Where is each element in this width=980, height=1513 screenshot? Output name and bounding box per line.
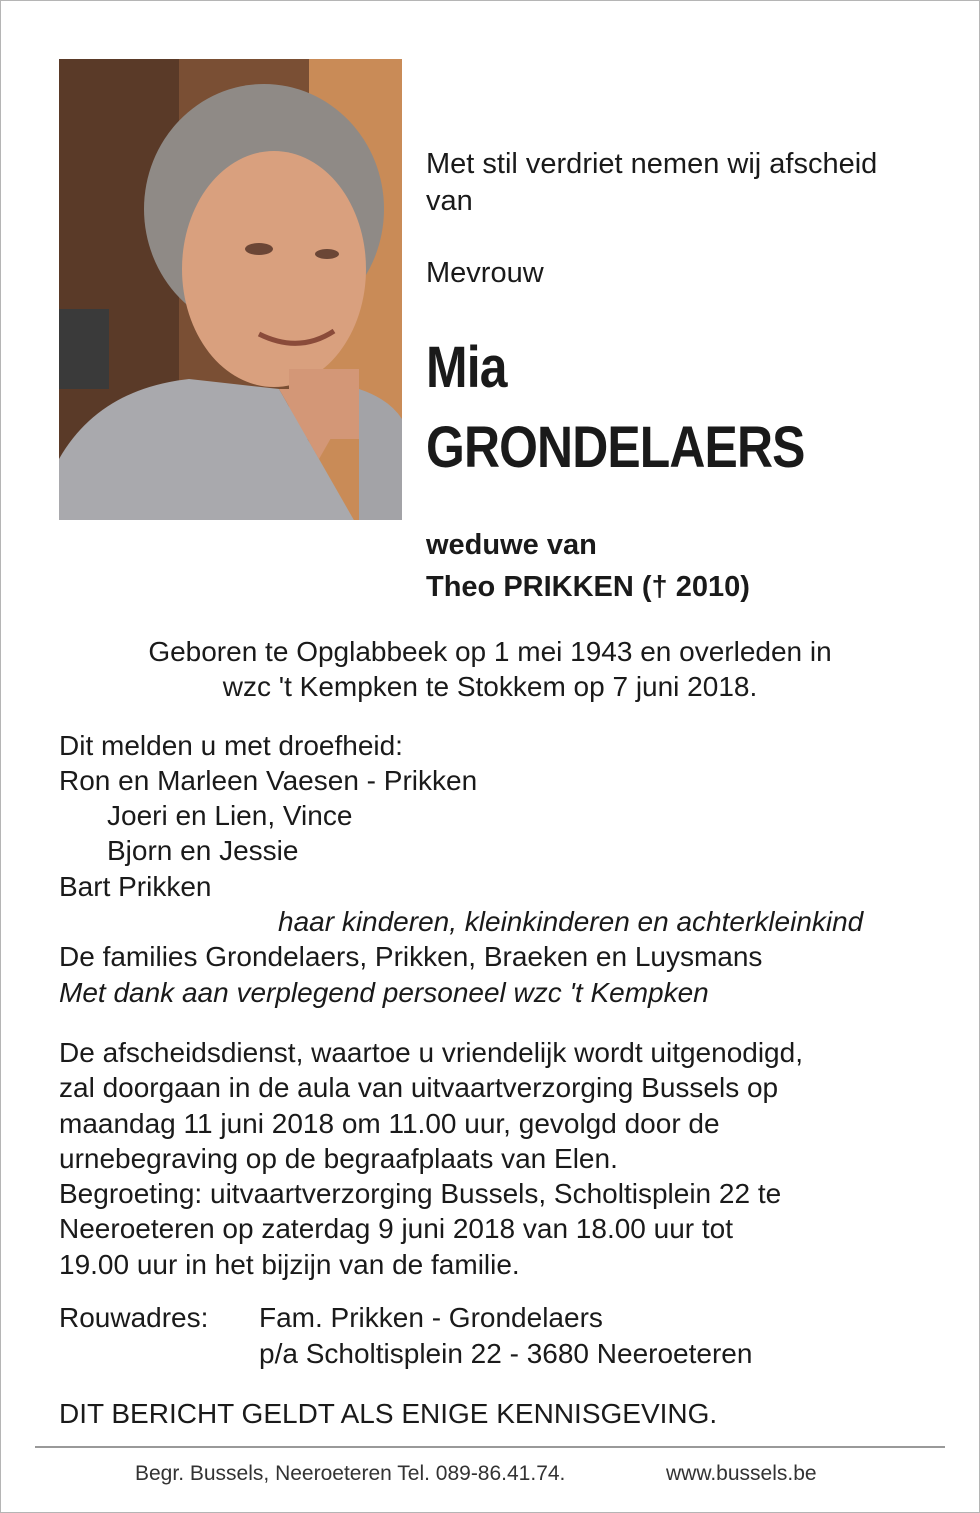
thanks-line: Met dank aan verplegend personeel wzc 't Kempken	[59, 977, 709, 1008]
families-line: De families Grondelaers, Prikken, Braeken en Luysmans	[59, 941, 763, 972]
family-intro: Dit melden u met droefheid:	[59, 730, 403, 761]
honorific: Mevrouw	[426, 257, 544, 289]
service-line: urnebegraving op de begraafplaats van Elen.	[59, 1143, 618, 1174]
family-line: Bjorn en Jessie	[107, 835, 299, 866]
family-line: Ron en Marleen Vaesen - Prikken	[59, 765, 478, 796]
footer-website[interactable]: www.bussels.be	[666, 1462, 817, 1485]
portrait-photo	[59, 59, 402, 520]
family-line: Joeri en Lien, Vince	[107, 800, 353, 831]
first-name: Mia	[426, 335, 507, 400]
notice-text: DIT BERICHT GELDT ALS ENIGE KENNISGEVING.	[59, 1398, 718, 1429]
service-line: Neeroeteren op zaterdag 9 juni 2018 van 18.00 uur tot	[59, 1213, 734, 1244]
address-label: Rouwadres:	[59, 1302, 209, 1333]
widow-label: weduwe van	[426, 529, 597, 561]
birth-line-2: wzc 't Kempken te Stokkem op 7 juni 2018.	[222, 671, 758, 702]
address-line-2: p/a Scholtisplein 22 - 3680 Neeroeteren	[259, 1338, 753, 1369]
family-line: Bart Prikken	[59, 871, 212, 902]
service-line: zal doorgaan in de aula van uitvaartverzorging Bussels op	[59, 1072, 779, 1103]
service-line: maandag 11 juni 2018 om 11.00 uur, gevolgd door de	[59, 1108, 720, 1139]
spouse-name: Theo PRIKKEN († 2010)	[426, 571, 750, 603]
footer-divider	[35, 1446, 945, 1448]
address-line-1: Fam. Prikken - Grondelaers	[259, 1302, 603, 1333]
service-line: Begroeting: uitvaartverzorging Bussels, Scholtisplein 22 te	[59, 1178, 782, 1209]
intro-text: Met stil verdriet nemen wij afscheid van	[426, 148, 878, 217]
birth-line-1: Geboren te Opglabbeek op 1 mei 1943 en overleden in	[148, 636, 832, 667]
footer-contact: Begr. Bussels, Neeroeteren Tel. 089-86.41.74.	[135, 1462, 566, 1485]
family-relation: haar kinderen, kleinkinderen en achterkleinkind	[278, 906, 864, 937]
service-line: De afscheidsdienst, waartoe u vriendelijk wordt uitgenodigd,	[59, 1037, 803, 1068]
last-name: GRONDELAERS	[426, 415, 805, 480]
service-line: 19.00 uur in het bijzijn van de familie.	[59, 1249, 520, 1280]
